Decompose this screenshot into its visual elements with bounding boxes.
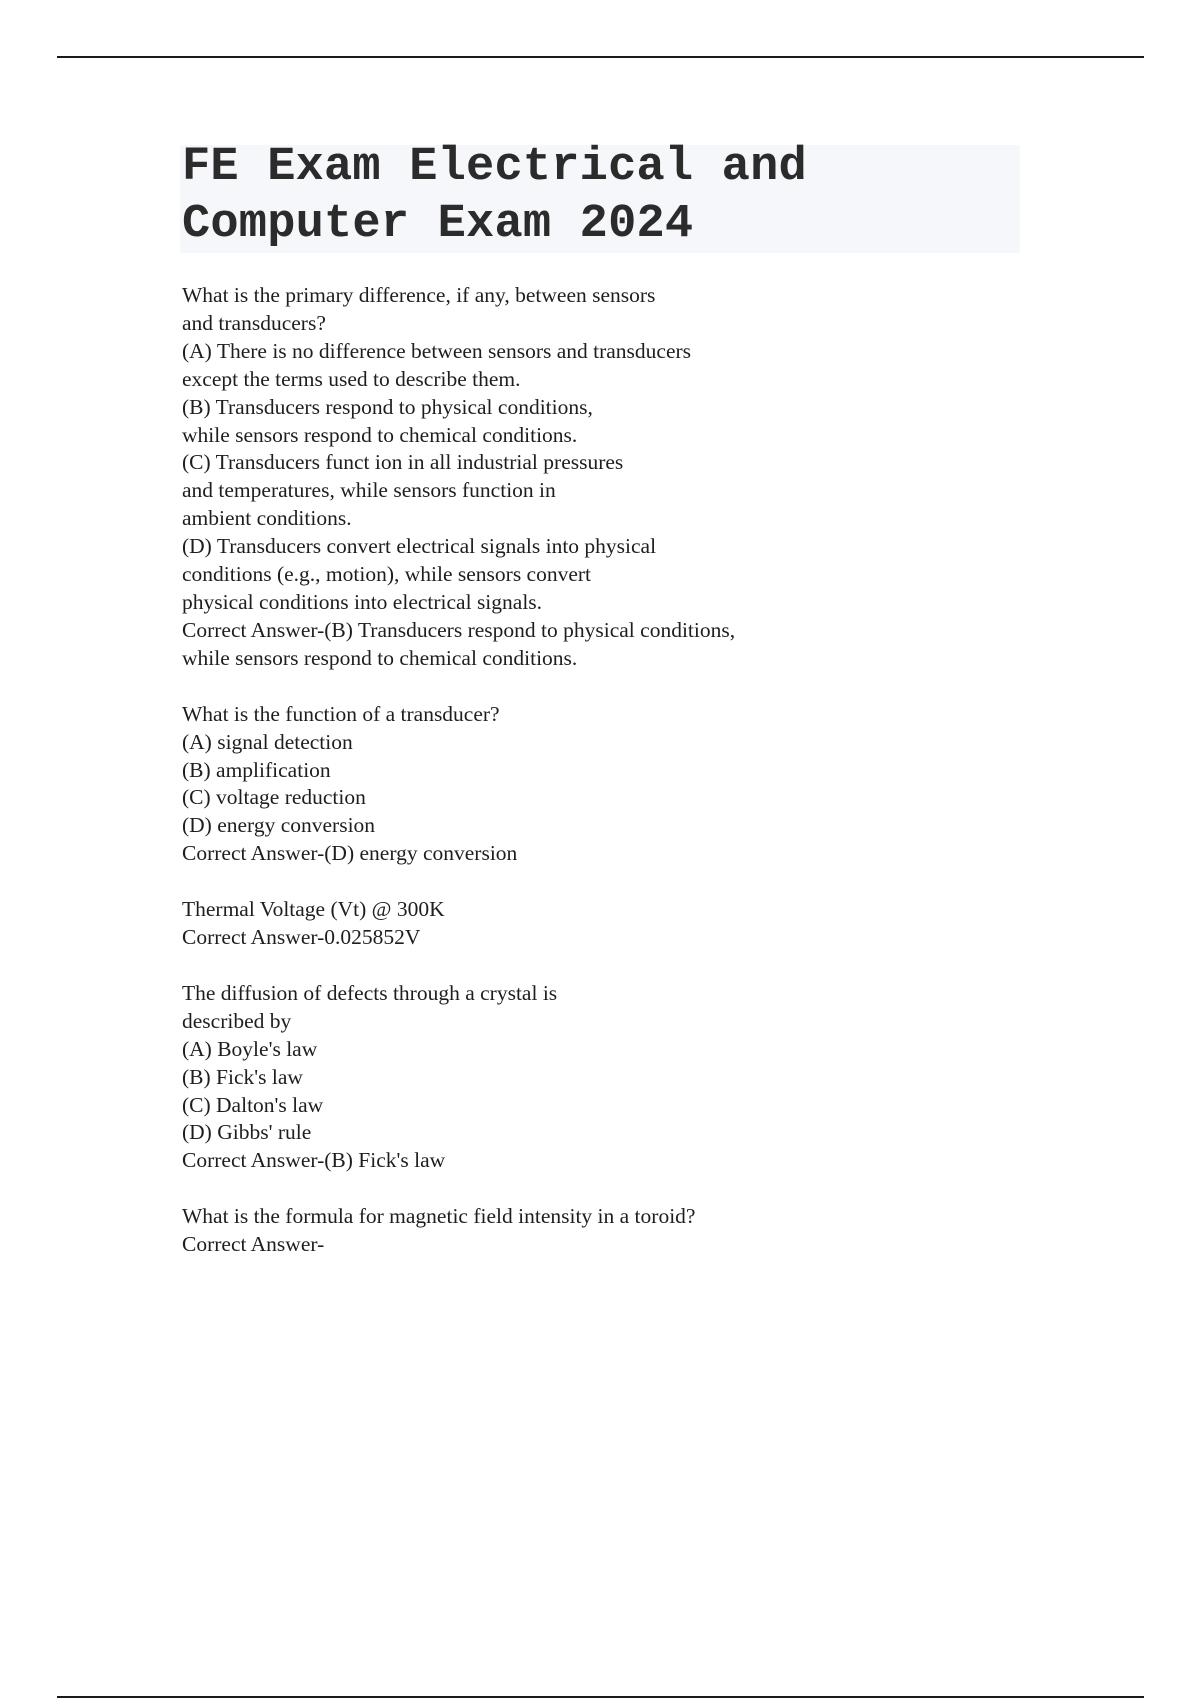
question-text: Thermal Voltage (Vt) @ 300K [182,897,445,922]
answer-option: (D) Gibbs' rule [182,1120,312,1145]
answer-option: ambient conditions. [182,506,352,531]
question-text: The diffusion of defects through a crystal is [182,980,558,1005]
question-block [182,1203,1042,1259]
question-text: What is the function of a transducer? [182,701,500,726]
document-title [182,139,807,253]
answer-option: and temperatures, while sensors function in [182,478,556,503]
correct-answer: while sensors respond to chemical conditions. [182,645,578,670]
question-block [182,282,1042,673]
title-line: FE Exam Electrical and [182,141,807,194]
correct-answer: Correct Answer-(D) energy conversion [182,841,518,866]
correct-answer: Correct Answer-0.025852V [182,925,421,950]
question-block [182,980,1042,1175]
question-text: and transducers? [182,310,326,335]
answer-option: (B) amplification [182,757,331,782]
page-top-rule [57,56,1144,58]
question-text: What is the formula for magnetic field intensity in a toroid? [182,1204,696,1229]
title-line: Computer Exam 2024 [182,198,694,251]
question-text: described by [182,1008,292,1033]
answer-option: (A) There is no difference between sensors and transducers [182,338,692,363]
answer-option: (C) Transducers funct ion in all industrial pressures [182,450,624,475]
question-block [182,896,1042,952]
answer-option: (C) voltage reduction [182,785,366,810]
answer-option: conditions (e.g., motion), while sensors convert [182,562,592,587]
answer-option: while sensors respond to chemical conditions. [182,422,578,447]
document-body [182,282,1042,1287]
correct-answer: Correct Answer-(B) Fick's law [182,1148,446,1173]
answer-option: (A) Boyle's law [182,1036,318,1061]
answer-option: (D) energy conversion [182,813,376,838]
answer-option: (D) Transducers convert electrical signals into physical [182,534,657,559]
answer-option: physical conditions into electrical signals. [182,589,543,614]
answer-option: (C) Dalton's law [182,1092,324,1117]
page-bottom-rule [57,1696,1144,1698]
question-block [182,701,1042,868]
correct-answer: Correct Answer- [182,1232,325,1257]
answer-option: (B) Fick's law [182,1064,303,1089]
question-text: What is the primary difference, if any, between sensors [182,283,656,307]
answer-option: (B) Transducers respond to physical conditions, [182,394,593,419]
answer-option: (A) signal detection [182,729,353,754]
answer-option: except the terms used to describe them. [182,366,521,391]
correct-answer: Correct Answer-(B) Transducers respond to physical conditions, [182,617,736,642]
